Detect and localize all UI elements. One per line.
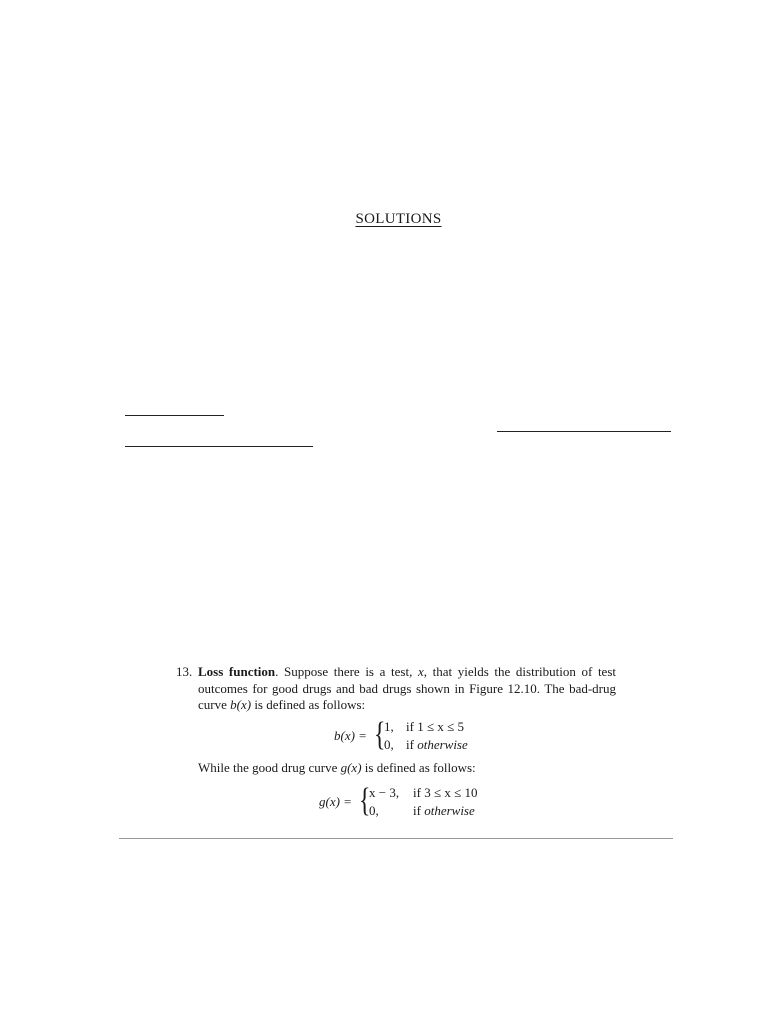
case-condition-word: otherwise — [424, 803, 475, 818]
problem-text-line — [198, 760, 476, 776]
case-condition — [413, 802, 475, 819]
equation-lhs: g(x) = — [319, 794, 352, 809]
math-variable: x — [417, 664, 424, 679]
blank-line — [125, 415, 224, 416]
horizontal-divider — [119, 838, 673, 839]
left-brace-icon: { — [374, 716, 386, 753]
blank-line — [125, 446, 313, 447]
case-condition — [406, 736, 468, 753]
case-value: x − 3, — [369, 785, 400, 800]
blank-line — [497, 431, 671, 432]
problem-text-part: is defined as follows: — [251, 697, 366, 712]
problem-text-part: is defined as follows: — [361, 760, 476, 775]
case-condition: if 1 ≤ x ≤ 5 — [406, 719, 464, 734]
page-title: SOLUTIONS — [355, 211, 442, 227]
problem-statement — [198, 664, 616, 714]
equation-lhs: b(x) = — [334, 728, 367, 743]
case-condition-word: otherwise — [417, 737, 468, 752]
case-condition: if 3 ≤ x ≤ 10 — [413, 785, 478, 800]
math-function: g(x) — [340, 760, 362, 775]
left-brace-icon: { — [359, 782, 371, 819]
case-condition-prefix: if — [406, 737, 418, 752]
problem-text-part: . Suppose there is a test, — [275, 664, 418, 679]
problem-text-part: , that yields the distribution of test outcomes for good drugs and bad drugs shown in Figure 12.10. The bad-drug curve — [198, 664, 616, 712]
case-value: 1, — [384, 719, 394, 734]
problem-text-part: While the good drug curve — [198, 760, 341, 775]
case-condition-prefix: if — [413, 803, 425, 818]
case-value: 0, — [384, 737, 394, 752]
case-value: 0, — [369, 803, 379, 818]
math-function: b(x) — [230, 697, 252, 712]
problem-13 — [176, 664, 616, 714]
problem-number: 13. — [176, 664, 193, 679]
problem-heading: Loss function — [198, 664, 276, 679]
